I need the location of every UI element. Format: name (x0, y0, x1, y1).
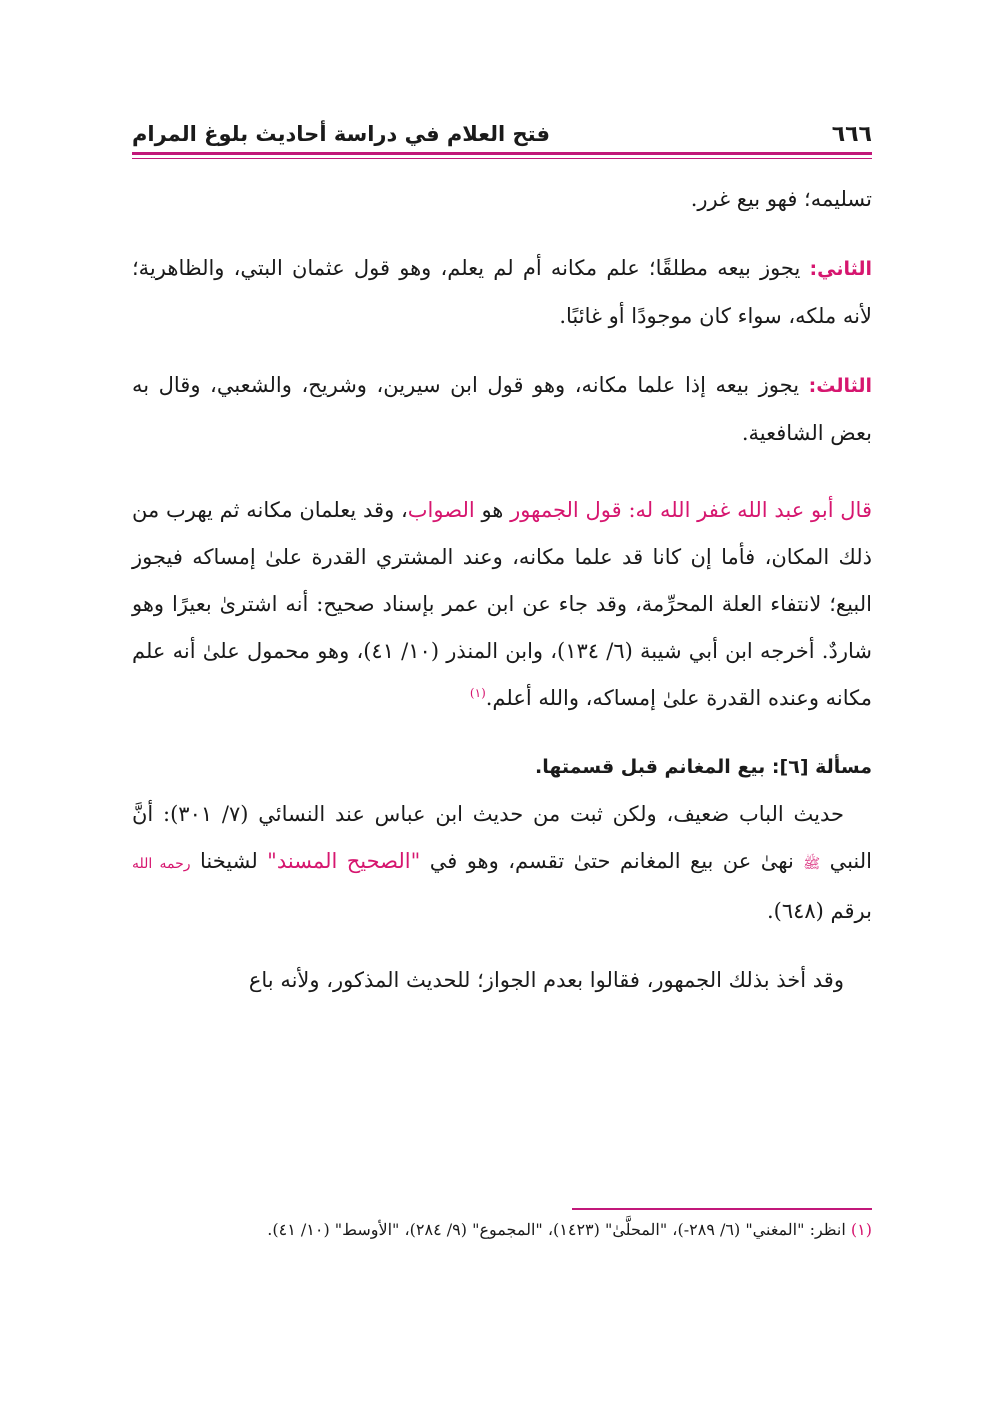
paragraph-6: وقد أخذ بذلك الجمهور، فقالوا بعدم الجواز؛ للحديث المذكور، ولأنه باع (248, 968, 844, 992)
section-heading: مسألة [٦]: بيع المغانم قبل قسمتها. (534, 756, 872, 778)
author-remark: قال أبو عبد الله غفر الله له: (628, 498, 872, 522)
paragraph-4-text: ، وقد يعلمان مكانه ثم يهرب من ذلك المكان، فأما إن كانا قد علما مكانه، وعند المشتري القدرة علىٰ إمساكه فيجوز البيع؛ لانتفاء العلة المحرِّمة، وقد جاء عن ابن عمر بإسناد صحيح: أنه اشترىٰ بعيرًا وهو شاردٌ. أخرجه ابن أبي شيبة (٦/ ١٣٤)، وابن المنذر (١٠/ ٤١)، وهو محمول علىٰ أنه علم مكانه وعنده القدرة علىٰ إمساكه، والله أعلم. (132, 498, 872, 710)
rahimahullah-icon: رحمه الله (132, 856, 191, 872)
majority-opinion: قول الجمهور (510, 498, 622, 522)
paragraph-5-text-b: نهىٰ عن بيع المغانم حتىٰ تقسم، وهو في (420, 849, 804, 873)
footnote-ref[interactable]: (١) (469, 686, 486, 700)
paragraph-5-text-a: حديث الباب ضعيف، ولكن ثبت من حديث ابن عباس عند النسائي (٧/ ٣٠١): أنَّ النبي (132, 802, 873, 873)
footnote-text: انظر: "المغني" (٦/ ٢٨٩-)، "المحلَّىٰ" (١٤٢٣)، "المجموع" (٩/ ٢٨٤)، "الأوسط" (١٠/ ٤١). (267, 1220, 851, 1239)
page-header (132, 118, 872, 154)
paragraph-2 (132, 245, 872, 340)
paragraph-5-text-d: برقم (٦٤٨). (766, 899, 872, 923)
book-reference: "الصحيح المسند" (267, 849, 421, 873)
paragraph-4 (132, 487, 872, 722)
paragraph-3-text: يجوز بيعه إذا علما مكانه، وهو قول ابن سيرين، وشريح، والشعبي، وقال به بعض الشافعية. (132, 373, 872, 445)
opinion-label-second: الثاني: (809, 258, 872, 280)
body-text (132, 176, 872, 1004)
page (132, 118, 872, 1318)
connector: هو (474, 498, 511, 522)
paragraph-5-text-c: لشيخنا (190, 849, 268, 873)
paragraph-3 (132, 362, 872, 457)
header-rule-thin (132, 158, 872, 159)
footnote-number: (١) (850, 1220, 872, 1239)
footnote-rule (572, 1208, 872, 1210)
paragraph-1: تسليمه؛ فهو بيع غرر. (690, 187, 872, 211)
footnotes (132, 1216, 872, 1244)
header-rule-thick (132, 152, 872, 155)
paragraph-2-text: يجوز بيعه مطلقًا؛ علم مكانه أم لم يعلم، وهو قول عثمان البتي، والظاهرية؛ لأنه ملكه، سواء كان موجودًا أو غائبًا. (132, 256, 872, 328)
correct-label: الصواب (407, 498, 475, 522)
opinion-label-third: الثالث: (808, 375, 872, 397)
paragraph-5 (132, 791, 872, 935)
book-title: فتح العلام في دراسة أحاديث بلوغ المرام (132, 122, 550, 146)
page-number: ٦٦٦ (831, 122, 872, 147)
salawat-icon: ﷺ (803, 856, 821, 872)
